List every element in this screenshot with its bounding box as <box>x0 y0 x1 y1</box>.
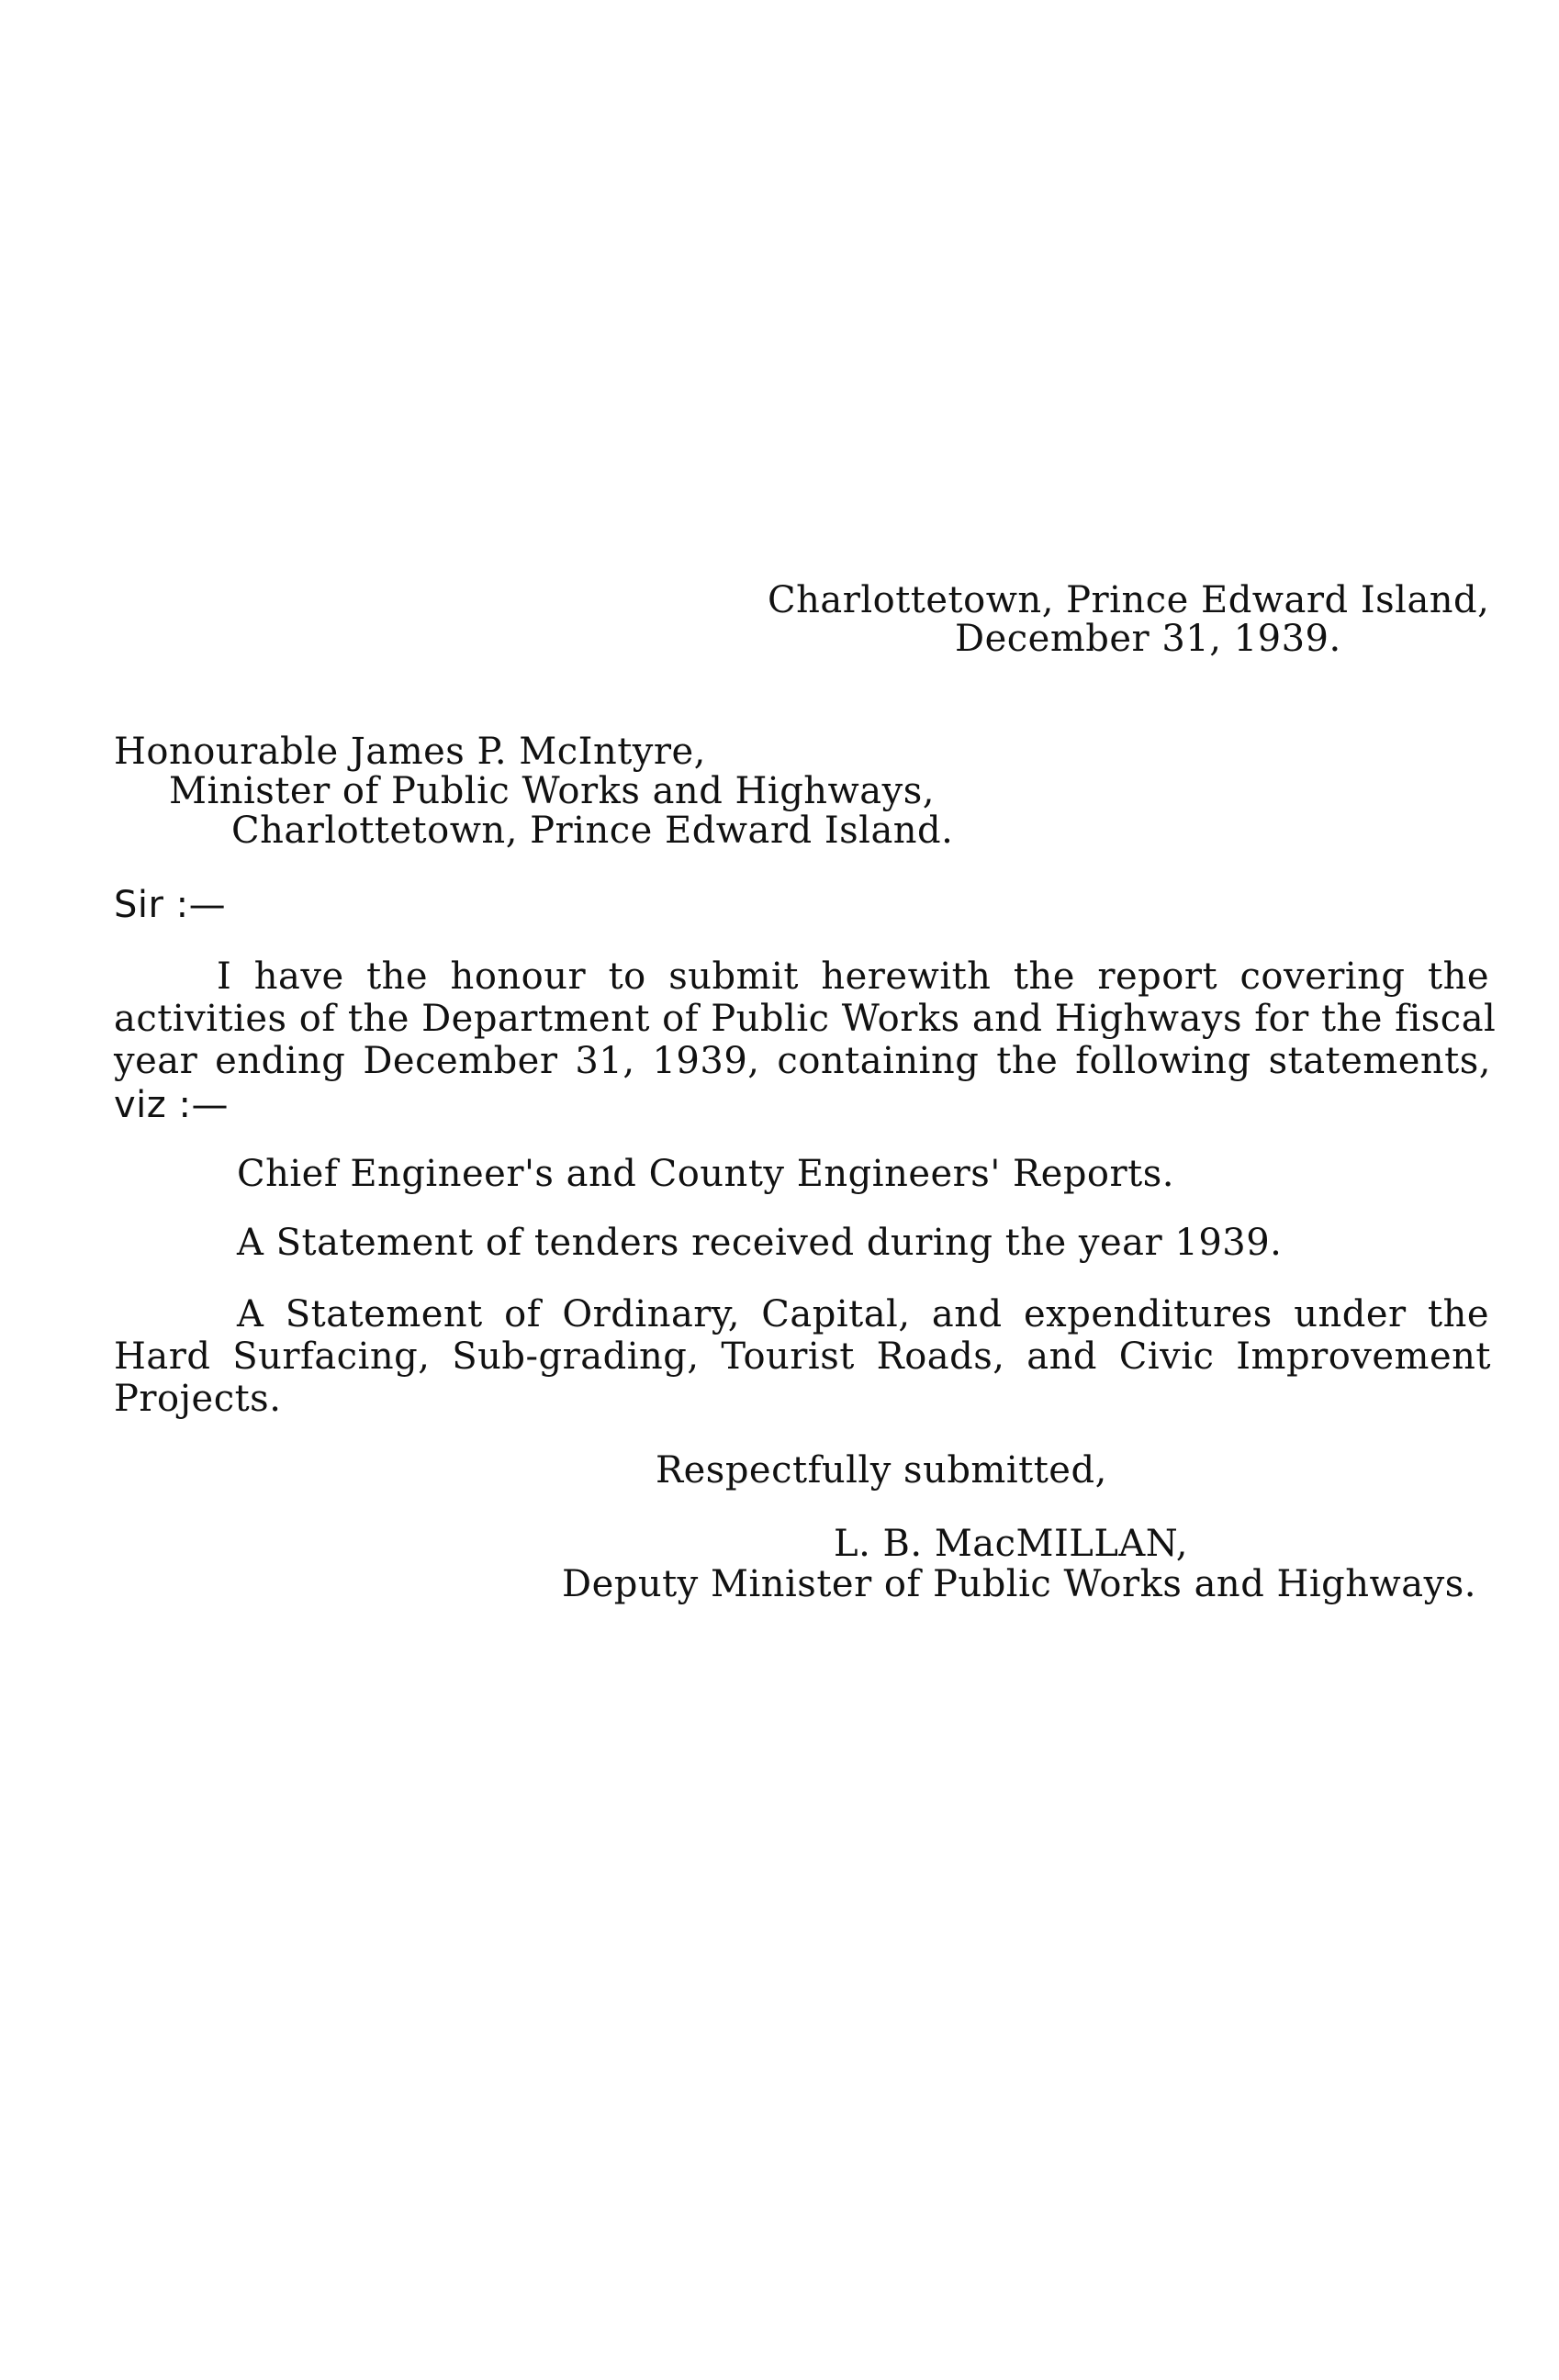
statement-item-3-line-1: A Statement of Ordinary, Capital, and expenditures under the <box>237 1293 1489 1335</box>
statement-item-1: Chief Engineer's and County Engineers' Reports. <box>237 1153 1174 1195</box>
signatory-title: Deputy Minister of Public Works and Highways. <box>562 1563 1476 1605</box>
intro-line-1: I have the honour to submit herewith the report covering the <box>217 955 1489 998</box>
addressee-title: Minister of Public Works and Highways, <box>169 770 935 812</box>
intro-line-4: viz :— <box>114 1084 229 1126</box>
addressee-place: Charlottetown, Prince Edward Island. <box>231 810 954 852</box>
statement-item-2: A Statement of tenders received during the year 1939. <box>237 1222 1283 1264</box>
intro-line-3: year ending December 31, 1939, containing the following statements, <box>114 1040 1491 1082</box>
statement-item-3-line-2: Hard Surfacing, Sub-grading, Tourist Roads, and Civic Improvement <box>114 1335 1491 1378</box>
intro-line-2: activities of the Department of Public Works and Highways for the fiscal <box>114 998 1497 1040</box>
salutation: Sir :— <box>114 884 227 926</box>
signatory-name: L. B. MacMILLAN, <box>834 1523 1188 1565</box>
statement-item-3-line-3: Projects. <box>114 1378 282 1420</box>
complimentary-close: Respectfully submitted, <box>656 1449 1107 1492</box>
addressee-name: Honourable James P. McIntyre, <box>114 731 706 773</box>
header-place-line: Charlottetown, Prince Edward Island, <box>768 579 1490 621</box>
header-date-line: December 31, 1939. <box>955 618 1341 660</box>
